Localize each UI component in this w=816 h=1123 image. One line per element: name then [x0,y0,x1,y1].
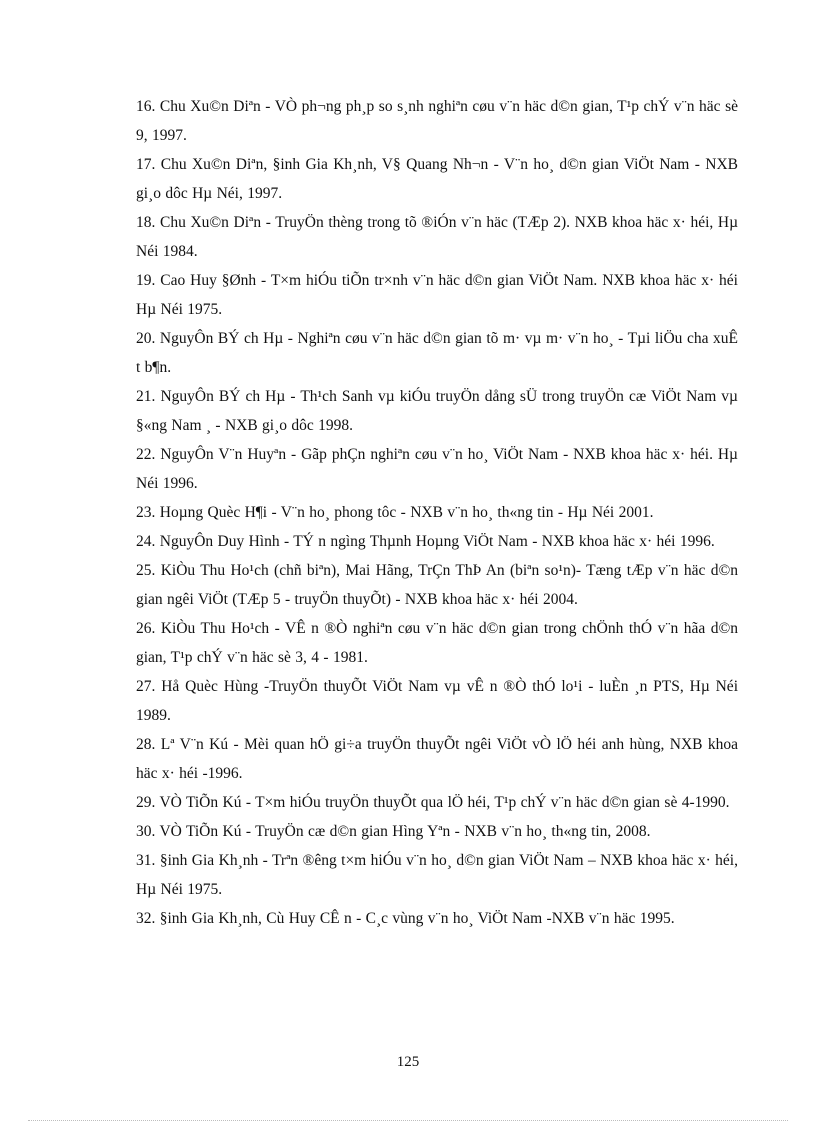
reference-item-28: 28. Lª V¨n Kú - Mèi quan hÖ gi÷a truyÖn thuyÕt ngêi ViÖt vÒ lÖ héi anh hùng, NXB khoa häc x· héi -1996. [136,736,738,782]
page-number: 125 [396,1054,420,1070]
reference-item-25: 25. KiÒu Thu Ho¹ch (chñ biªn), Mai Hãng, TrÇn ThÞ An (biªn so¹n)- Tæng tÆp v¨n häc d©n gian ngêi ViÖt (TÆp 5 - truyÖn thuyÕt) - NXB khoa häc x· héi 2004. [136,562,738,608]
reference-item-19: 19. Cao Huy §Ønh - T×m hiÓu tiÕn tr×nh v¨n häc d©n gian ViÖt Nam. NXB khoa häc x· héi Hµ Néi 1975. [136,272,738,318]
reference-list [136,92,738,933]
reference-item-22: 22. NguyÔn V¨n Huyªn - Gãp phÇn nghiªn cøu v¨n ho¸ ViÖt Nam - NXB khoa häc x· héi. Hµ Néi 1996. [136,446,738,492]
reference-item-17: 17. Chu Xu©n Diªn, §inh Gia Kh¸nh, V§ Quang Nh¬n - V¨n ho¸ d©n gian ViÖt Nam - NXB gi¸o dôc Hµ Néi, 1997. [136,156,738,202]
bottom-dotted-rule [28,1120,788,1121]
reference-item-32: 32. §inh Gia Kh¸nh, Cù Huy CÊ n - C¸c vùng v¨n ho¸ ViÖt Nam -NXB v¨n häc 1995. [136,910,675,927]
reference-item-31: 31. §inh Gia Kh¸nh - Trªn ®êng t×m hiÓu v¨n ho¸ d©n gian ViÖt Nam – NXB khoa häc x· héi, Hµ Néi 1975. [136,852,738,898]
reference-item-21: 21. NguyÔn BÝ ch Hµ - Th¹ch Sanh vµ kiÓu truyÖn dång sÜ trong truyÖn cæ ViÖt Nam vµ §«ng Nam ¸ - NXB gi¸o dôc 1998. [136,388,738,434]
reference-item-23: 23. Hoµng Quèc H¶i - V¨n ho¸ phong tôc - NXB v¨n ho¸ th«ng tin - Hµ Néi 2001. [136,504,654,521]
reference-item-27: 27. Hå Quèc Hùng -TruyÖn thuyÕt ViÖt Nam vµ vÊ n ®Ò thÓ lo¹i - luÈn ¸n PTS, Hµ Néi 1989. [136,678,738,724]
reference-item-20: 20. NguyÔn BÝ ch Hµ - Nghiªn cøu v¨n häc d©n gian tõ m· vµ m· v¨n ho¸ - Tµi liÖu cha xuÊ t b¶n. [136,330,738,376]
reference-item-16: 16. Chu Xu©n Diªn - VÒ ph¬ng ph¸p so s¸nh nghiªn cøu v¨n häc d©n gian, T¹p chÝ v¨n häc sè 9, 1997. [136,98,738,144]
reference-item-18: 18. Chu Xu©n Diªn - TruyÖn thèng trong tõ ®iÓn v¨n häc (TÆp 2). NXB khoa häc x· héi, Hµ Néi 1984. [136,214,738,260]
reference-item-30: 30. VÒ TiÕn Kú - TruyÖn cæ d©n gian Hìng Yªn - NXB v¨n ho¸ th«ng tin, 2008. [136,823,651,840]
reference-item-26: 26. KiÒu Thu Ho¹ch - VÊ n ®Ò nghiªn cøu v¨n häc d©n gian trong chÖnh thÓ v¨n hãa d©n gian, T¹p chÝ v¨n häc sè 3, 4 - 1981. [136,620,738,666]
reference-item-24: 24. NguyÔn Duy Hình - TÝ n ngìng Thµnh Hoµng ViÖt Nam - NXB khoa häc x· héi 1996. [136,533,715,550]
reference-item-29: 29. VÒ TiÕn Kú - T×m hiÓu truyÖn thuyÕt qua lÖ héi, T¹p chÝ v¨n häc d©n gian sè 4-1990. [136,794,730,811]
